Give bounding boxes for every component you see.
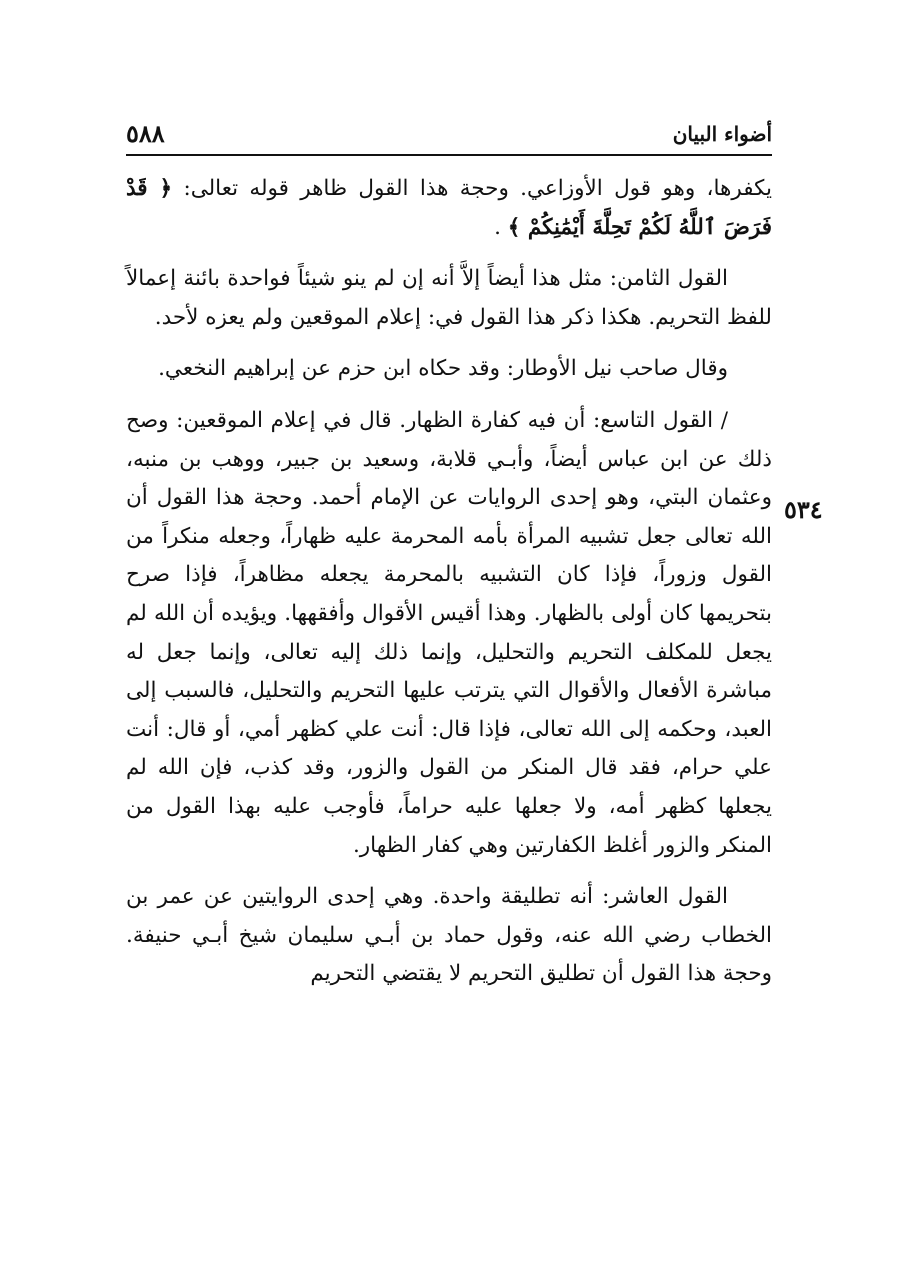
page-body xyxy=(126,170,772,1007)
page-number: ٥٨٨ xyxy=(126,119,165,148)
paragraph-1-end: . xyxy=(494,214,501,240)
paragraph-1 xyxy=(126,170,772,247)
book-title: أضواء البيان xyxy=(672,122,772,146)
running-header xyxy=(126,112,772,156)
paragraph-3: وقال صاحب نيل الأوطار: وقد حكاه ابن حزم عن إبراهيم النخعي. xyxy=(158,356,728,382)
paragraph-4: / القول التاسع: أن فيه كفارة الظهار. قال في إعلام الموقعين: وصح ذلك عن ابن عباس أيضاً، وأبـي قلابة، وسعيد بن جبير، ووهب بن منبه، وعثمان البتي، وهو إحدى الروايات عن الإمام أحمد. وحجة هذا القول أن الله تعالى جعل تشبيه المرأة بأمه المحرمة عليه ظهاراً، وجعله منكراً من القول وزوراً، فإذا كان التشبيه بالمحرمة يجعله مظاهراً، فإذا صرح بتحريمها كان أولى بالظهار. وهذا أقيس الأقوال وأفقهها. ويؤيده أن الله لم يجعل للمكلف التحريم والتحليل، وإنما ذلك إليه تعالى، وإنما جعل له مباشرة الأفعال والأقوال التي يترتب عليها التحريم والتحليل، فالسبب إلى العبد، وحكمه إلى الله تعالى، فإذا قال: أنت علي كظهر أمي، أو قال: أنت علي حرام، فقد قال المنكر من القول والزور، وقد كذب، فإن الله لم يجعلها كظهر أمه، ولا جعلها عليه حراماً، فأوجب عليه بهذا القول من المنكر والزور أغلظ الكفارتين وهي كفار الظهار. xyxy=(126,407,772,858)
margin-page-number: ٥٣٤ xyxy=(784,495,823,524)
quran-verse: ﴿ قَدْ فَرَضَ ٱللَّهُ لَكُمْ تَحِلَّةَ أَيْمَٰنِكُمْ ﴾ xyxy=(126,176,772,240)
paragraph-2: القول الثامن: مثل هذا أيضاً إلاَّ أنه إن لم ينو شيئاً فواحدة بائنة إعمالاً للفظ التحريم. هكذا ذكر هذا القول في: إعلام الموقعين ولم يعزه لأحد. xyxy=(126,266,772,330)
paragraph-5: القول العاشر: أنه تطليقة واحدة. وهي إحدى الروايتين عن عمر بن الخطاب رضي الله عنه، وقول حماد بن أبـي سليمان شيخ أبـي حنيفة. وحجة هذا القول أن تطليق التحريم لا يقتضي التحريم xyxy=(126,884,772,987)
paragraph-1-text: يكفرها، وهو قول الأوزاعي. وحجة هذا القول ظاهر قوله تعالى: xyxy=(183,176,772,201)
